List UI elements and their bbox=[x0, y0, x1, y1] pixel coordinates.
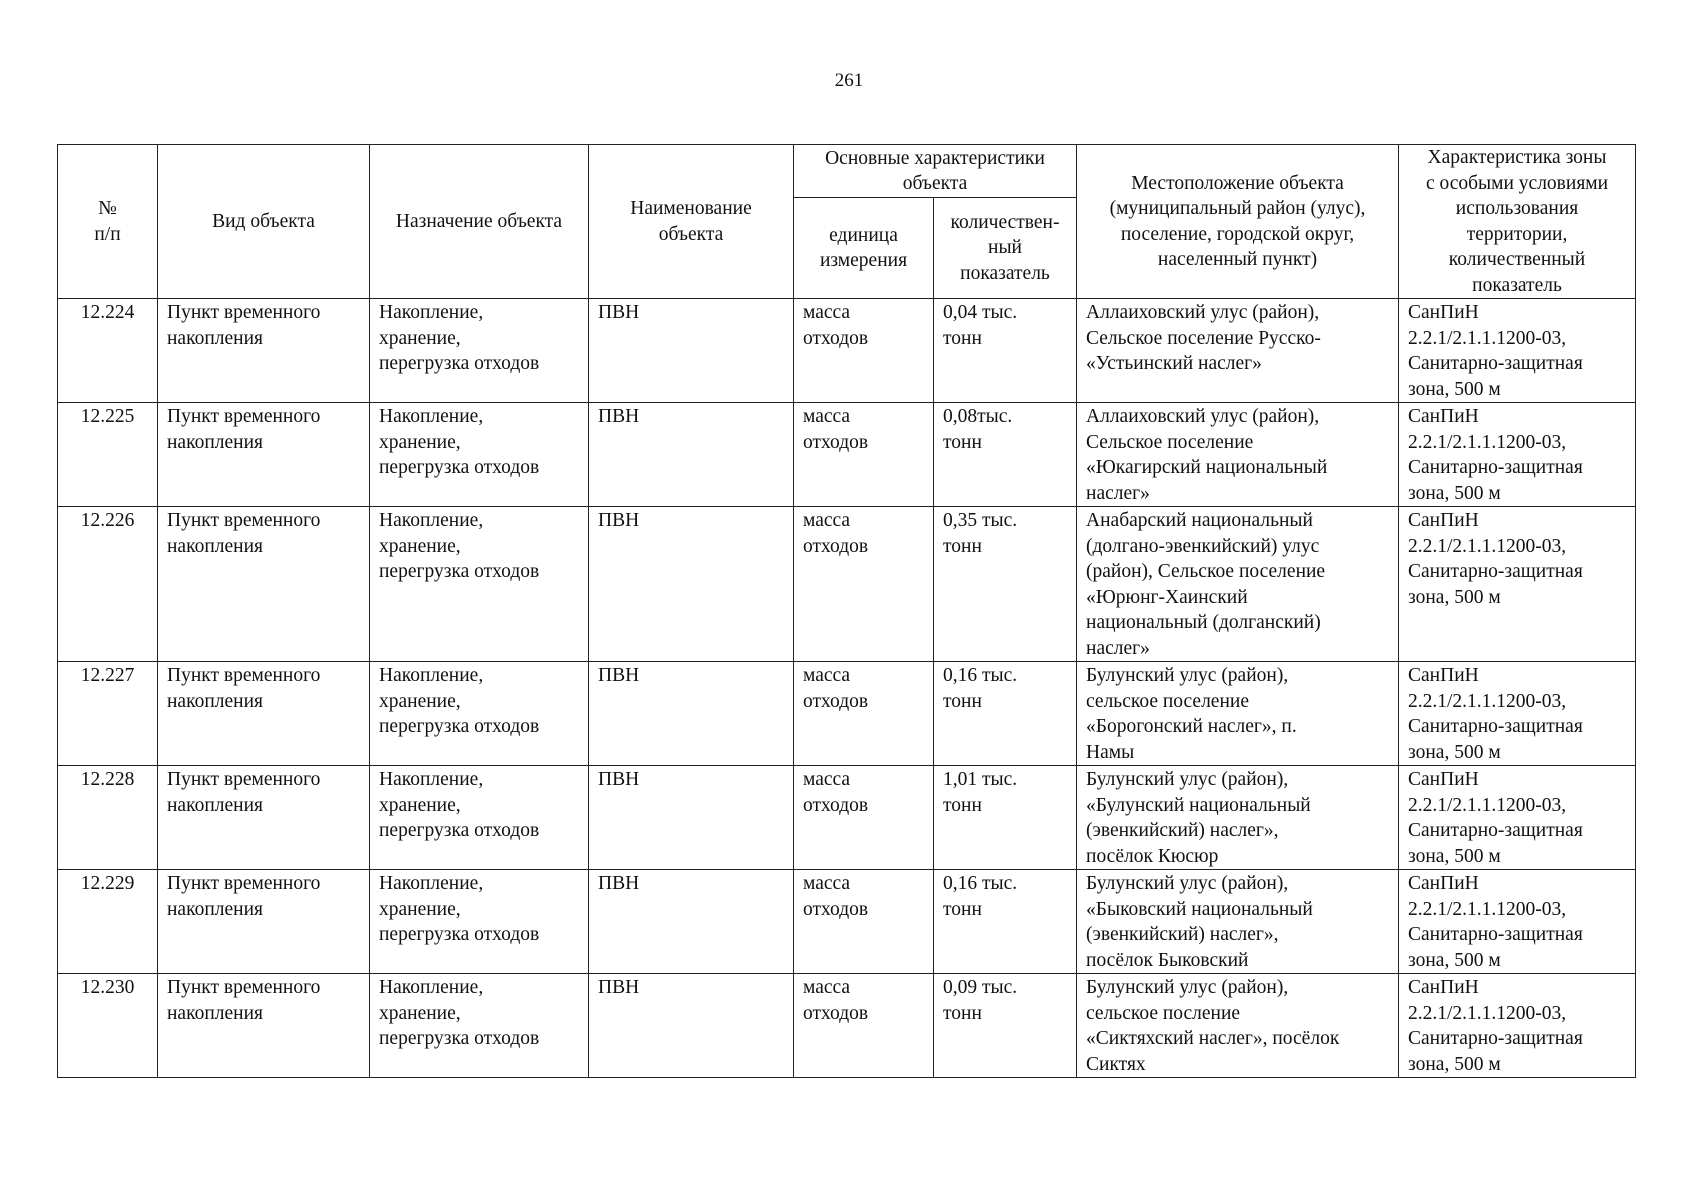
cell-zone: СанПиН 2.2.1/2.1.1.1200-03, Санитарно-защитная зона, 500 м bbox=[1399, 870, 1636, 974]
table-body bbox=[58, 299, 1636, 1078]
cell-unit: масса отходов bbox=[794, 299, 934, 403]
table-row bbox=[58, 974, 1636, 1078]
cell-name: ПВН bbox=[589, 662, 794, 766]
cell-type: Пункт временного накопления bbox=[158, 974, 370, 1078]
cell-type: Пункт временного накопления bbox=[158, 507, 370, 662]
cell-num: 12.226 bbox=[58, 507, 158, 662]
cell-unit: масса отходов bbox=[794, 974, 934, 1078]
table-row bbox=[58, 870, 1636, 974]
header-num: № п/п bbox=[58, 145, 158, 299]
cell-location: Булунский улус (район), «Булунский национальный (эвенкийский) наслег», посёлок Кюсюр bbox=[1077, 766, 1399, 870]
header-main-characteristics: Основные характеристики объекта bbox=[794, 145, 1077, 198]
cell-quantity: 0,16 тыс. тонн bbox=[934, 662, 1077, 766]
cell-zone: СанПиН 2.2.1/2.1.1.1200-03, Санитарно-защитная зона, 500 м bbox=[1399, 403, 1636, 507]
waste-facilities-table bbox=[57, 144, 1636, 1078]
cell-unit: масса отходов bbox=[794, 662, 934, 766]
table-row bbox=[58, 507, 1636, 662]
cell-unit: масса отходов bbox=[794, 403, 934, 507]
cell-zone: СанПиН 2.2.1/2.1.1.1200-03, Санитарно-защитная зона, 500 м bbox=[1399, 662, 1636, 766]
cell-name: ПВН bbox=[589, 403, 794, 507]
cell-type: Пункт временного накопления bbox=[158, 662, 370, 766]
cell-type: Пункт временного накопления bbox=[158, 766, 370, 870]
cell-location: Булунский улус (район), сельское посление «Сиктяхский наслег», посёлок Сиктях bbox=[1077, 974, 1399, 1078]
cell-zone: СанПиН 2.2.1/2.1.1.1200-03, Санитарно-защитная зона, 500 м bbox=[1399, 299, 1636, 403]
cell-num: 12.225 bbox=[58, 403, 158, 507]
header-zone: Характеристика зоны с особыми условиями использования территории, количественный показатель bbox=[1399, 145, 1636, 299]
header-type: Вид объекта bbox=[158, 145, 370, 299]
header-location: Местоположение объекта (муниципальный район (улус), поселение, городской округ, населенный пункт) bbox=[1077, 145, 1399, 299]
cell-quantity: 0,08тыс. тонн bbox=[934, 403, 1077, 507]
cell-purpose: Накопление, хранение, перегрузка отходов bbox=[370, 403, 589, 507]
cell-unit: масса отходов bbox=[794, 766, 934, 870]
cell-num: 12.229 bbox=[58, 870, 158, 974]
cell-zone: СанПиН 2.2.1/2.1.1.1200-03, Санитарно-защитная зона, 500 м bbox=[1399, 507, 1636, 662]
cell-name: ПВН bbox=[589, 870, 794, 974]
cell-name: ПВН bbox=[589, 507, 794, 662]
cell-type: Пункт временного накопления bbox=[158, 299, 370, 403]
table-row bbox=[58, 662, 1636, 766]
cell-name: ПВН bbox=[589, 299, 794, 403]
cell-quantity: 1,01 тыс. тонн bbox=[934, 766, 1077, 870]
header-name: Наименование объекта bbox=[589, 145, 794, 299]
cell-unit: масса отходов bbox=[794, 870, 934, 974]
cell-purpose: Накопление, хранение, перегрузка отходов bbox=[370, 662, 589, 766]
cell-type: Пункт временного накопления bbox=[158, 870, 370, 974]
cell-location: Аллаиховский улус (район), Сельское поселение «Юкагирский национальный наслег» bbox=[1077, 403, 1399, 507]
cell-num: 12.230 bbox=[58, 974, 158, 1078]
cell-purpose: Накопление, хранение, перегрузка отходов bbox=[370, 766, 589, 870]
table-row bbox=[58, 766, 1636, 870]
cell-purpose: Накопление, хранение, перегрузка отходов bbox=[370, 299, 589, 403]
cell-zone: СанПиН 2.2.1/2.1.1.1200-03, Санитарно-защитная зона, 500 м bbox=[1399, 974, 1636, 1078]
cell-location: Булунский улус (район), сельское поселение «Борогонский наслег», п. Намы bbox=[1077, 662, 1399, 766]
cell-num: 12.224 bbox=[58, 299, 158, 403]
cell-type: Пункт временного накопления bbox=[158, 403, 370, 507]
cell-name: ПВН bbox=[589, 974, 794, 1078]
cell-location: Анабарский национальный (долгано-эвенкийский) улус (район), Сельское поселение «Юрюнг-Хаинский национальный (долганский) наслег» bbox=[1077, 507, 1399, 662]
cell-quantity: 0,35 тыс. тонн bbox=[934, 507, 1077, 662]
header-purpose: Назначение объекта bbox=[370, 145, 589, 299]
cell-quantity: 0,04 тыс. тонн bbox=[934, 299, 1077, 403]
table-header bbox=[58, 145, 1636, 299]
cell-unit: масса отходов bbox=[794, 507, 934, 662]
cell-num: 12.228 bbox=[58, 766, 158, 870]
header-quantity: количествен- ный показатель bbox=[934, 198, 1077, 299]
cell-num: 12.227 bbox=[58, 662, 158, 766]
page-number: 261 bbox=[834, 70, 864, 91]
cell-quantity: 0,09 тыс. тонн bbox=[934, 974, 1077, 1078]
cell-name: ПВН bbox=[589, 766, 794, 870]
header-unit: единица измерения bbox=[794, 198, 934, 299]
cell-purpose: Накопление, хранение, перегрузка отходов bbox=[370, 870, 589, 974]
cell-purpose: Накопление, хранение, перегрузка отходов bbox=[370, 974, 589, 1078]
cell-zone: СанПиН 2.2.1/2.1.1.1200-03, Санитарно-защитная зона, 500 м bbox=[1399, 766, 1636, 870]
cell-location: Аллаиховский улус (район), Сельское поселение Русско- «Устьинский наслег» bbox=[1077, 299, 1399, 403]
cell-quantity: 0,16 тыс. тонн bbox=[934, 870, 1077, 974]
cell-location: Булунский улус (район), «Быковский национальный (эвенкийский) наслег», посёлок Быковский bbox=[1077, 870, 1399, 974]
table-row bbox=[58, 299, 1636, 403]
cell-purpose: Накопление, хранение, перегрузка отходов bbox=[370, 507, 589, 662]
table-row bbox=[58, 403, 1636, 507]
